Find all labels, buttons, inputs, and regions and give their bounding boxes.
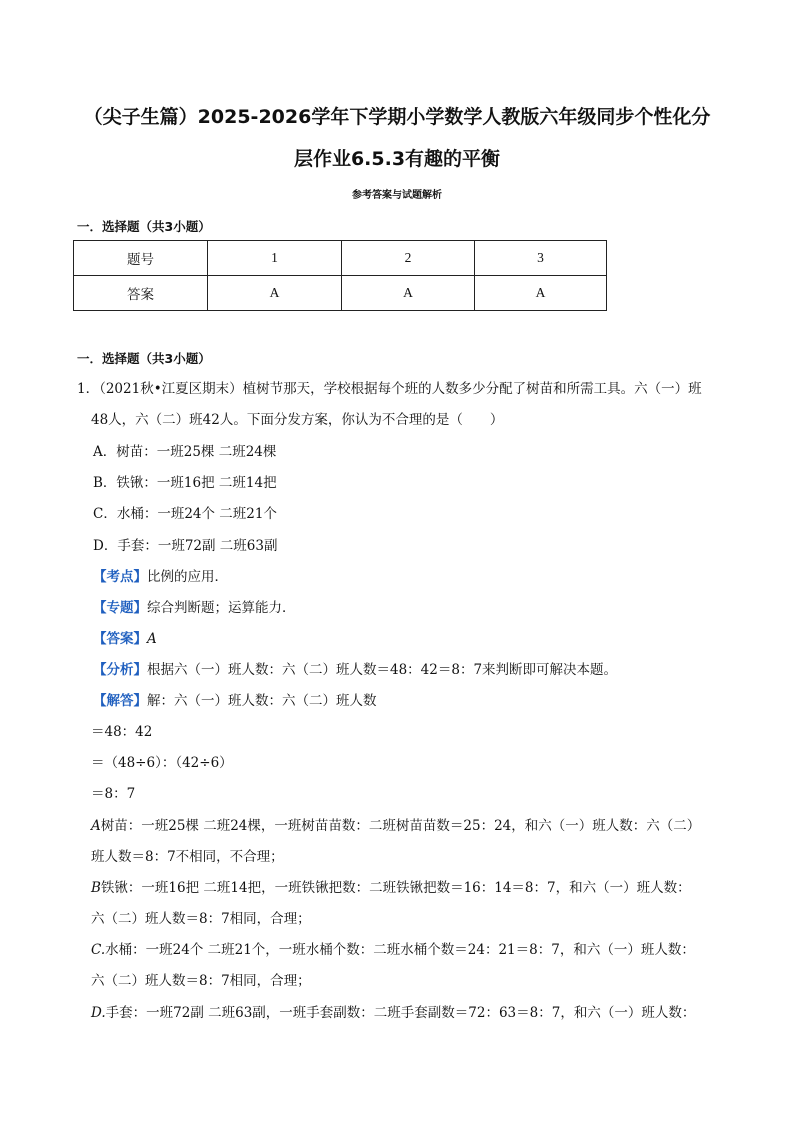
analysis-d-line1 xyxy=(91,1003,695,1023)
table-cell: A xyxy=(208,276,342,311)
jieda-row xyxy=(93,691,377,711)
table-cell: 答案 xyxy=(74,276,208,311)
jieda-tag: 【解答】 xyxy=(93,693,147,709)
daan-tag: 【答案】 xyxy=(93,631,147,647)
question1-stem-line2: 48人，六（二）班42人。下面分发方案，你认为不合理的是（ ） xyxy=(91,412,504,428)
question-section-heading: 一．选择题（共3小题） xyxy=(77,351,211,366)
document-title-line2: 层作业6.5.3有趣的平衡 xyxy=(293,148,501,170)
analysis-a-line2: 班人数＝8：7不相同，不合理； xyxy=(91,849,284,865)
analysis-b-line2: 六（二）班人数＝8：7相同，合理； xyxy=(91,911,311,927)
analysis-a-letter: A xyxy=(91,818,101,834)
document-title-line1: （尖子生篇）2025-2026学年下学期小学数学人教版六年级同步个性化分 xyxy=(83,106,711,128)
table-cell: A xyxy=(475,276,607,311)
analysis-c-text: 水桶：一班24个 二班21个，一班水桶个数：二班水桶个数＝24：21＝8：7，和六（一）班人数： xyxy=(105,942,695,958)
answer-table-row-number xyxy=(74,241,607,276)
option-c: C．水桶：一班24个 二班21个 xyxy=(93,506,277,522)
analysis-d-text: 手套：一班72副 二班63副，一班手套副数：二班手套副数＝72：63＝8：7，和六（一）班人数： xyxy=(105,1005,696,1021)
solution-step: ＝（48÷6）：（42÷6） xyxy=(91,755,233,771)
zhuanti-tag: 【专题】 xyxy=(93,600,147,616)
document-subtitle: 参考答案与试题解析 xyxy=(352,190,442,201)
zhuanti-text: 综合判断题；运算能力． xyxy=(147,600,296,616)
analysis-c-line2: 六（二）班人数＝8：7相同，合理； xyxy=(91,973,311,989)
answer-table xyxy=(73,240,607,311)
analysis-d-letter: D. xyxy=(91,1005,106,1021)
fenxi-text: 根据六（一）班人数：六（二）班人数＝48：42＝8：7来判断即可解决本题。 xyxy=(147,662,618,678)
jieda-text: 解：六（一）班人数：六（二）班人数 xyxy=(147,693,377,709)
answer-section-heading: 一．选择题（共3小题） xyxy=(77,219,211,234)
solution-step: ＝48：42 xyxy=(91,724,153,740)
zhuanti-row xyxy=(93,598,296,618)
analysis-a-line1 xyxy=(91,816,700,836)
solution-step: ＝8：7 xyxy=(91,786,136,802)
kaodian-tag: 【考点】 xyxy=(93,569,147,585)
option-b: B．铁锹：一班16把 二班14把 xyxy=(93,475,277,491)
answer-table-row-answer xyxy=(74,276,607,311)
option-d: D．手套：一班72副 二班63副 xyxy=(93,538,278,554)
daan-row xyxy=(93,629,157,649)
fenxi-row xyxy=(93,660,617,680)
analysis-b-text: 铁锹：一班16把 二班14把，一班铁锹把数：二班铁锹把数＝16：14＝8：7，和六（一）班人数： xyxy=(100,880,691,896)
analysis-c-letter: C. xyxy=(91,942,106,958)
table-cell: 1 xyxy=(208,241,342,276)
table-cell: A xyxy=(342,276,475,311)
analysis-b-line1 xyxy=(91,878,691,898)
option-a: A．树苗：一班25棵 二班24棵 xyxy=(93,444,277,460)
kaodian-text: 比例的应用． xyxy=(147,569,228,585)
kaodian-row xyxy=(93,567,228,587)
table-cell: 题号 xyxy=(74,241,208,276)
analysis-c-line1 xyxy=(91,940,695,960)
analysis-a-text: 树苗：一班25棵 二班24棵，一班树苗苗数：二班树苗苗数＝25：24，和六（一）班人数：六（二） xyxy=(100,818,701,834)
table-cell: 3 xyxy=(475,241,607,276)
analysis-b-letter: B xyxy=(91,880,101,896)
daan-text: A xyxy=(147,631,157,647)
table-cell: 2 xyxy=(342,241,475,276)
question1-stem-line1: 1．（2021秋•江夏区期末）植树节那天，学校根据每个班的人数多少分配了树苗和所需工具。六（一）班 xyxy=(77,381,702,397)
fenxi-tag: 【分析】 xyxy=(93,662,147,678)
